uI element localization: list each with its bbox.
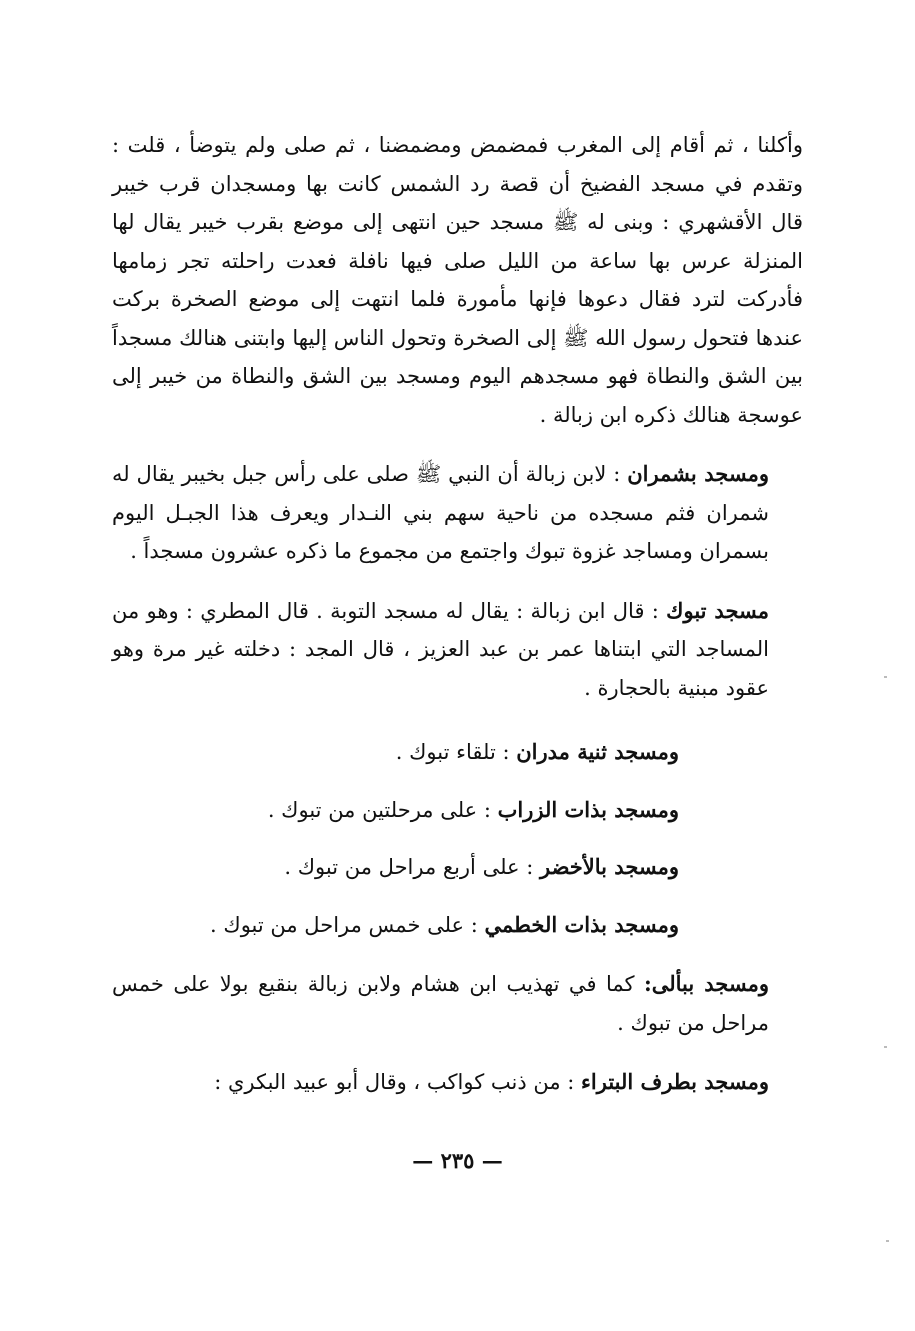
list-item	[112, 906, 803, 945]
paragraph-heading: ومسجد ببألى:	[643, 971, 769, 996]
entry-text: : على أربع مراحل من تبوك .	[284, 855, 540, 879]
paragraph-text: وأكلنا ، ثم أقام إلى المغرب فمضمض ومضمضنا ، ثم صلى ولم يتوضأ ، قلت : وتقدم في مسجد الفضيخ أن قصة رد الشمس كانت بها ومسجدان قرب خيبر قال الأقشهري : وبنى له ﷺ مسجد حين انتهى إلى موضع بقرب خيبر يقال لها المنزلة عرس بها ساعة من الليل صلى فيها نافلة فعدت راحلته تجر زمامها فأدركت لترد فقال دعوها فإنها مأمورة فلما انتهت إلى موضع الصخرة بركت عندها فتحول رسول الله ﷺ إلى الصخرة وتحول الناس إليها وابتنى هنالك مسجداً بين الشق والنطاة فهو مسجدهم اليوم ومسجد بين الشق والنطاة من خيبر إلى عوسجة هنالك ذكره ابن زبالة .	[112, 133, 803, 427]
list-item	[112, 848, 803, 887]
entry-text: : على مرحلتين من تبوك .	[267, 797, 498, 822]
list-item	[112, 733, 803, 772]
entry-text: : تلقاء تبوك .	[395, 740, 517, 764]
entry-heading: ومسجد بذات الزراب	[497, 796, 679, 822]
paragraph-heading: مسجد تبوك	[666, 597, 769, 623]
paragraph-text: : لابن زبالة أن النبي ﷺ صلى على رأس جبل بخيبر يقال له شمران فثم مسجده من ناحية سهم بني النـدار ويعرف هذا الجبـل اليوم بسمران ومساجد غزوة تبوك واجتمع من مجموع ما ذكره عشرون مسجداً .	[112, 462, 769, 563]
paragraph-shamran	[112, 455, 803, 571]
scan-speck	[884, 1046, 887, 1048]
paragraph-text: كما في تهذيب ابن هشام ولابن زبالة بنقيع بولا على خمس مراحل من تبوك .	[112, 972, 769, 1035]
entry-heading: ومسجد بذات الخطمي	[484, 911, 679, 937]
entry-text: : على خمس مراحل من تبوك .	[210, 912, 485, 937]
paragraph-heading: ومسجد بطرف البتراء	[581, 1069, 769, 1094]
paragraph-text: : من ذنب كواكب ، وقال أبو عبيد البكري :	[214, 1070, 582, 1094]
page-body	[112, 126, 803, 1102]
paragraph-batra	[112, 1063, 803, 1102]
paragraph-text: : قال ابن زبالة : يقال له مسجد التوبة . قال المطري : وهو من المساجد التي ابتناها عمر بن عبد العزيز ، قال المجد : دخلته غير مرة وهو عقود مبنية بالحجارة .	[112, 598, 769, 700]
paragraph-khaybar	[112, 126, 803, 434]
entry-heading: ومسجد ثنية مدران	[516, 739, 679, 764]
paragraph-tabuk	[112, 592, 803, 708]
scan-speck	[884, 676, 887, 678]
list-item	[112, 791, 803, 830]
page-number: — ٢٣٥ —	[412, 1148, 503, 1173]
scan-speck	[886, 1240, 889, 1242]
paragraph-heading: ومسجد بشمران	[627, 461, 769, 486]
entry-heading: ومسجد بالأخضر	[539, 854, 679, 879]
paragraph-bali	[112, 965, 803, 1042]
